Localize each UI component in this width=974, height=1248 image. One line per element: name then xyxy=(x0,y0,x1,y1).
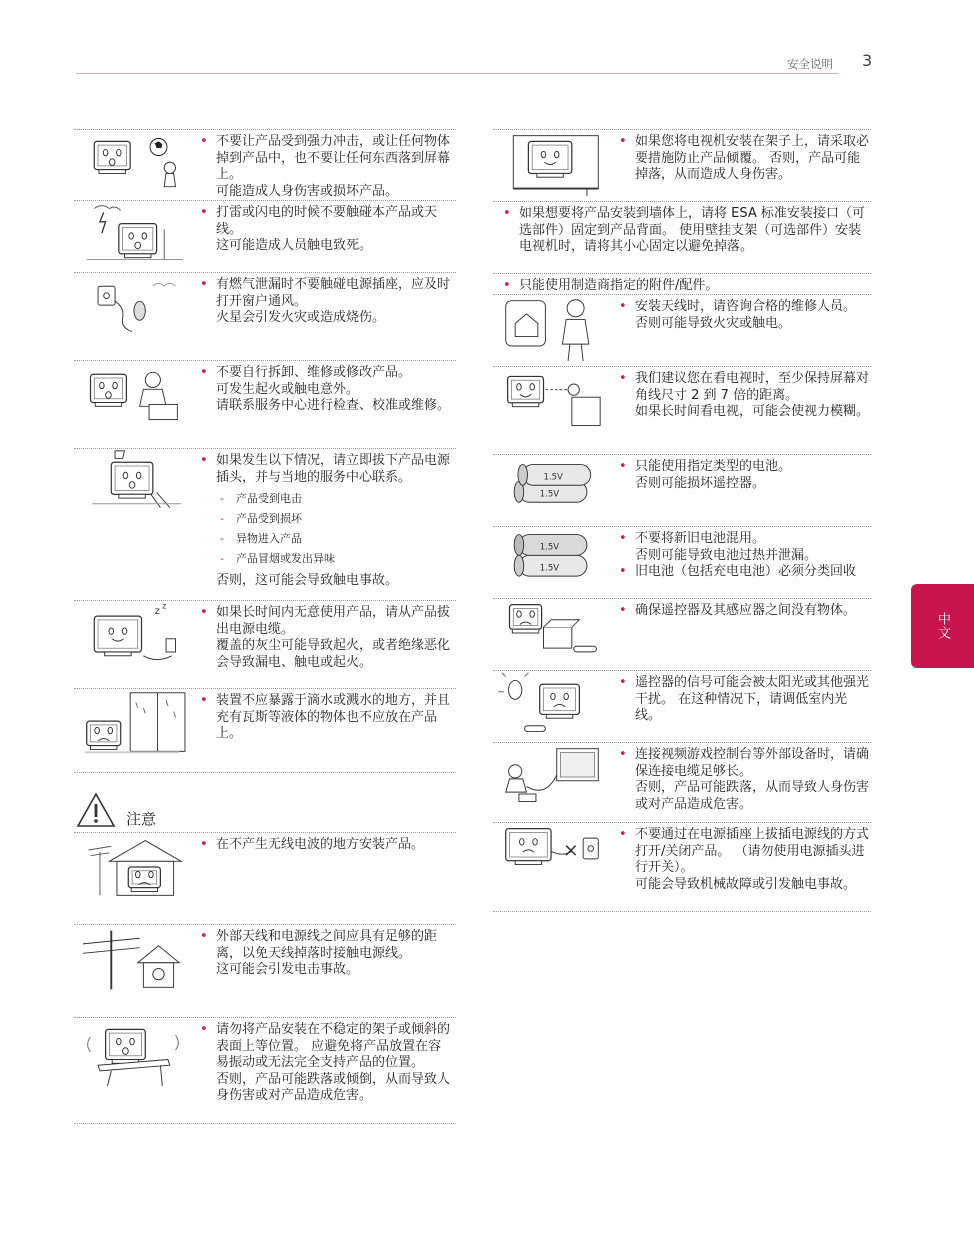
warning-row xyxy=(74,129,456,201)
sleeping-tv-illustration xyxy=(74,601,192,669)
bullet-paragraph: 请联系服务中心进行检查、校准或维修。 xyxy=(216,398,451,413)
warning-text xyxy=(200,605,454,671)
warning-text xyxy=(200,205,454,255)
bullet-item xyxy=(619,299,869,332)
bullet-paragraph: • 连接视频游戏控制台等外部设备时，请确保连接电缆足够长。 xyxy=(635,747,870,779)
warning-row xyxy=(74,449,456,601)
bullet-paragraph: • 外部天线和电源线之间应具有足够的距离，以免天线掉落时接触电源线。 xyxy=(216,929,438,961)
disassemble-illustration xyxy=(74,361,192,429)
warning-text xyxy=(200,365,454,415)
caution-label: 注意 xyxy=(126,810,157,828)
bullet-item xyxy=(200,365,454,415)
warning-text xyxy=(619,371,869,421)
bullet-item xyxy=(619,371,869,421)
power-line-illustration xyxy=(74,925,192,993)
warning-row xyxy=(493,671,871,743)
warning-row xyxy=(74,273,456,361)
header-section-title: 安全说明 xyxy=(787,57,833,71)
warning-text xyxy=(200,929,454,979)
warning-row xyxy=(493,455,871,527)
warning-text xyxy=(503,206,869,256)
warning-row xyxy=(493,823,871,912)
bullet-paragraph: 否则，产品可能跌落或倾倒，从而导致人身伤害或对产品造成危害。 xyxy=(216,1071,451,1103)
battery-label-2: 1.5V xyxy=(539,563,560,574)
warning-row xyxy=(74,601,456,689)
tv-falling-ball-illustration xyxy=(74,130,192,198)
warning-row xyxy=(74,361,456,449)
warning-text xyxy=(503,278,869,295)
sub-list-item: - 产品受到损坏 xyxy=(218,509,454,529)
shelf-mount-illustration xyxy=(493,130,611,198)
bullet-item xyxy=(503,278,869,295)
bullet-item xyxy=(200,929,454,979)
bullet-paragraph: 如果长时间看电视，可能会使视力模糊。 xyxy=(635,404,870,419)
warning-text xyxy=(619,747,869,813)
remote-obstacle-illustration xyxy=(493,599,611,667)
battery-label-1: 1.5V xyxy=(539,542,560,553)
left-column-warnings xyxy=(74,129,456,773)
bullet-item xyxy=(200,693,454,743)
warning-text xyxy=(619,299,869,332)
bullet-paragraph: 否则可能导致火灾或触电。 xyxy=(635,315,792,331)
warning-text xyxy=(619,603,869,620)
warning-row xyxy=(493,202,871,274)
game-console-illustration xyxy=(493,743,611,811)
warning-text xyxy=(619,134,869,184)
bullet-paragraph: • 只能使用制造商指定的附件/配件。 xyxy=(519,278,719,293)
right-column-cautions xyxy=(493,129,871,912)
warning-row xyxy=(493,599,871,671)
warning-row xyxy=(74,689,456,773)
bullet-paragraph: • 只能使用指定类型的电池。 xyxy=(635,459,792,474)
warning-text xyxy=(619,675,869,725)
rain-window-illustration xyxy=(74,689,192,757)
bullet-item xyxy=(619,134,869,184)
viewing-distance-illustration xyxy=(493,367,611,435)
warning-row xyxy=(493,129,871,202)
bullet-paragraph: • 如果长时间内无意使用产品，请从产品拔出电源电缆。 xyxy=(216,605,451,637)
bullet-paragraph: • 如果发生以下情况，请立即拔下产品电源插头，并与当地的服务中心联系。 xyxy=(216,453,451,485)
gas-leak-illustration xyxy=(74,273,192,341)
bullet-paragraph: 否则可能导致电池过热并泄漏。 xyxy=(635,547,818,563)
bullet-paragraph: • 如果您将电视机安装在架子上，请采取必要措施防止产品倾覆。 否则，产品可能掉落，从而造成人身伤害。 xyxy=(635,134,870,182)
bullet-paragraph: 可发生起火或触电意外。 xyxy=(216,381,360,397)
warning-row xyxy=(74,1018,456,1124)
bullet-paragraph: • 打雷或闪电的时候不要触碰本产品或天线。 xyxy=(216,205,438,237)
warning-text xyxy=(619,531,869,581)
bullet-item xyxy=(200,134,454,200)
bullet-item xyxy=(200,453,454,590)
language-tab-label: 中文 xyxy=(935,612,950,640)
sunlight-illustration xyxy=(493,671,611,739)
warning-text xyxy=(200,837,454,854)
bullet-paragraph: 否则，这可能会导致触电事故。 xyxy=(216,573,399,588)
technician-illustration xyxy=(493,295,611,363)
bullet-item xyxy=(200,837,454,854)
lightning-tv-illustration xyxy=(74,201,192,269)
svg-text:z: z xyxy=(162,601,167,611)
sub-list-item: - 产品受到电击 xyxy=(218,489,454,509)
bullet-paragraph: • 不要让产品受到强力冲击，或让任何物体掉到产品中，也不要让任何东西落到屏幕上。 xyxy=(216,134,451,182)
bullet-item xyxy=(200,205,454,255)
bullet-paragraph: • 不要自行拆卸、维修或修改产品。 xyxy=(216,365,412,380)
bullet-paragraph: 可能造成人身伤害或损坏产品。 xyxy=(216,183,399,199)
bullet-item xyxy=(619,531,869,564)
warning-text xyxy=(200,1022,454,1105)
warning-text xyxy=(200,134,454,200)
unstable-shelf-illustration xyxy=(74,1018,192,1086)
bullet-item xyxy=(619,564,869,581)
warning-row xyxy=(493,367,871,455)
bullet-item xyxy=(619,675,869,725)
battery-mix-illustration xyxy=(493,527,611,595)
bullet-paragraph: 火星会引发火灾或造成烧伤。 xyxy=(216,310,386,325)
bullet-paragraph: • 我们建议您在看电视时，至少保持屏幕对角线尺寸 2 到 7 倍的距离。 xyxy=(635,371,870,403)
bullet-paragraph: • 遥控器的信号可能会被太阳光或其他强光干扰。 在这种情况下，请调低室内光线。 xyxy=(635,675,870,723)
warning-text xyxy=(619,459,869,492)
left-column-cautions xyxy=(74,832,456,1124)
bullet-paragraph: • 安装天线时，请咨询合格的维修人员。 xyxy=(635,299,857,314)
bullet-item xyxy=(619,827,869,893)
warning-text xyxy=(200,693,454,743)
bullet-paragraph: • 确保遥控器及其感应器之间没有物体。 xyxy=(635,603,857,618)
language-tab[interactable] xyxy=(911,584,974,668)
warning-row xyxy=(493,295,871,367)
bullet-paragraph: 否则可能损坏遥控器。 xyxy=(635,475,766,491)
bullet-item xyxy=(200,605,454,671)
antenna-house-illustration xyxy=(74,833,192,901)
warning-text xyxy=(200,277,454,327)
plug-switch-illustration xyxy=(493,823,611,891)
warning-row xyxy=(74,201,456,273)
bullet-paragraph: • 旧电池（包括充电电池）必须分类回收 xyxy=(635,564,857,579)
warning-row xyxy=(493,743,871,823)
svg-text:z: z xyxy=(154,606,160,618)
page-number: 3 xyxy=(862,51,873,70)
bullet-paragraph: 这可能会引发电击事故。 xyxy=(216,962,360,977)
warning-text xyxy=(200,453,454,590)
battery-label-1: 1.5V xyxy=(543,472,563,483)
bullet-paragraph: • 不要通过在电源插座上拔插电源线的方式打开/关闭产品。 （请勿使用电源插头进行开关）。 xyxy=(635,827,870,875)
bullet-item xyxy=(200,277,454,327)
warning-row xyxy=(493,527,871,599)
bullet-item xyxy=(503,206,869,256)
warning-row xyxy=(74,832,456,925)
warning-row xyxy=(493,274,871,295)
bullet-paragraph: 覆盖的灰尘可能导致起火，或者绝缘恶化会导致漏电、触电或起火。 xyxy=(216,638,451,670)
bullet-paragraph: • 在不产生无线电波的地方安装产品。 xyxy=(216,837,425,852)
bullet-paragraph: • 请勿将产品安装在不稳定的架子或倾斜的表面上等位置。 应避免将产品放置在容易振动或无法完全支持产品的位置。 xyxy=(216,1022,451,1070)
bullet-paragraph: • 装置不应暴露于滴水或溅水的地方，并且充有瓦斯等液体的物体也不应放在产品上。 xyxy=(216,693,451,741)
caution-triangle-icon xyxy=(76,792,116,828)
sub-list-item: - 产品冒烟或发出异味 xyxy=(218,549,454,569)
caution-heading xyxy=(74,790,456,832)
bullet-paragraph: • 不要将新旧电池混用。 xyxy=(635,531,766,546)
battery-label-2: 1.5V xyxy=(539,489,560,500)
bullet-paragraph: • 有燃气泄漏时不要触碰电源插座，应及时打开窗户通风。 xyxy=(216,277,451,309)
sub-list-item: - 异物进入产品 xyxy=(218,529,454,549)
bullet-paragraph: • 如果想要将产品安装到墙体上，请将 ESA 标准安装接口（可选部件）固定到产品背面。 使用壁挂支架（可选部件）安装电视机时，请将其小心固定以避免掉落。 xyxy=(519,206,865,254)
header-rule xyxy=(76,73,838,74)
bullet-item xyxy=(619,747,869,813)
bullet-item xyxy=(200,1022,454,1105)
sub-list xyxy=(218,489,454,569)
bullet-item xyxy=(619,603,869,620)
unplug-illustration xyxy=(74,449,192,517)
bullet-paragraph: 否则，产品可能跌落，从而导致人身伤害或对产品造成危害。 xyxy=(635,780,870,812)
bullet-paragraph: 可能会导致机械故障或引发触电事故。 xyxy=(635,876,857,892)
warning-text xyxy=(619,827,869,893)
bullet-item xyxy=(619,459,869,492)
battery-illustration xyxy=(493,455,611,523)
warning-row xyxy=(74,925,456,1018)
bullet-paragraph: 这可能造成人员触电致死。 xyxy=(216,238,373,253)
